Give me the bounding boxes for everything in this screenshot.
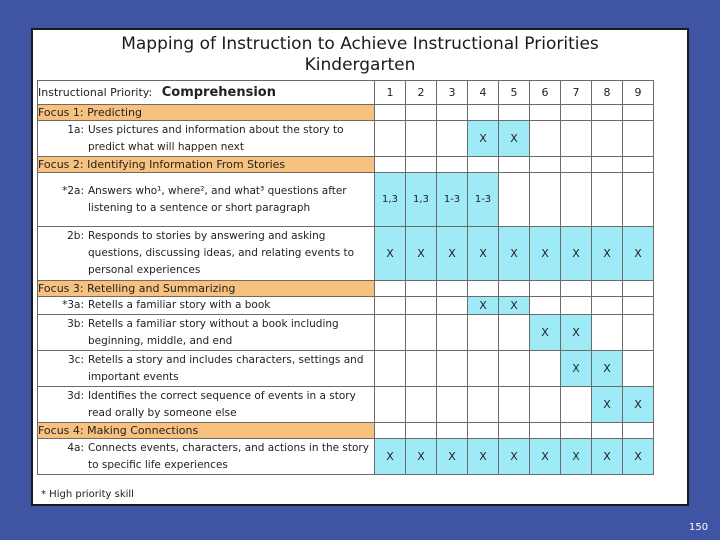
item-description bbox=[38, 351, 375, 387]
grid-cell bbox=[623, 157, 654, 173]
grid-cell bbox=[437, 297, 468, 315]
mark-cell: X bbox=[375, 439, 406, 475]
item-description bbox=[38, 297, 375, 315]
chart-sheet bbox=[31, 28, 689, 506]
item-code: 3b: bbox=[67, 317, 84, 330]
grid-cell bbox=[592, 121, 623, 157]
focus-row bbox=[38, 157, 654, 173]
table-row bbox=[38, 439, 654, 475]
grid-cell bbox=[530, 351, 561, 387]
focus-row bbox=[38, 281, 654, 297]
mark-cell: X bbox=[623, 439, 654, 475]
grid-cell bbox=[530, 105, 561, 121]
mark-cell: X bbox=[530, 439, 561, 475]
focus-heading: Focus 4: Making Connections bbox=[38, 423, 375, 439]
grid-cell bbox=[468, 423, 499, 439]
grid-cell bbox=[468, 315, 499, 351]
grid-cell bbox=[561, 423, 592, 439]
grid-cell bbox=[561, 121, 592, 157]
mark-cell: X bbox=[468, 121, 499, 157]
focus-row bbox=[38, 423, 654, 439]
grid-cell bbox=[375, 423, 406, 439]
item-code: 3d: bbox=[67, 389, 84, 402]
grid-cell bbox=[437, 423, 468, 439]
item-description bbox=[38, 315, 375, 351]
column-header: 6 bbox=[530, 81, 561, 105]
grid-cell bbox=[468, 387, 499, 423]
grid-cell bbox=[437, 387, 468, 423]
item-text: Identifies the correct sequence of events in a story read orally by someone else bbox=[88, 389, 356, 419]
mark-cell: 1,3 bbox=[406, 173, 437, 227]
column-header: 9 bbox=[623, 81, 654, 105]
grid-cell bbox=[530, 281, 561, 297]
item-description bbox=[38, 439, 375, 475]
mark-cell: X bbox=[406, 439, 437, 475]
mark-cell: X bbox=[530, 315, 561, 351]
grid-cell bbox=[530, 387, 561, 423]
grid-cell bbox=[561, 105, 592, 121]
grid-cell bbox=[592, 157, 623, 173]
grid-cell bbox=[406, 281, 437, 297]
mark-cell: 1-3 bbox=[468, 173, 499, 227]
column-header: 8 bbox=[592, 81, 623, 105]
grid-cell bbox=[375, 157, 406, 173]
table-row bbox=[38, 121, 654, 157]
table-row bbox=[38, 173, 654, 227]
mark-cell: X bbox=[623, 227, 654, 281]
mark-cell: X bbox=[468, 227, 499, 281]
grid-cell bbox=[375, 315, 406, 351]
item-text: Responds to stories by answering and asking questions, discussing ideas, and relating events to personal experiences bbox=[88, 230, 355, 276]
grid-cell bbox=[437, 315, 468, 351]
item-text: Uses pictures and information about the story to predict what will happen next bbox=[88, 123, 344, 153]
grid-cell bbox=[623, 281, 654, 297]
grid-cell bbox=[530, 423, 561, 439]
grid-cell bbox=[623, 297, 654, 315]
item-text: Answers who¹, where², and what³ questions after listening to a sentence or short paragraph bbox=[88, 184, 347, 214]
table-row bbox=[38, 351, 654, 387]
grid-cell bbox=[406, 387, 437, 423]
mark-cell: 1-3 bbox=[437, 173, 468, 227]
mark-cell: X bbox=[592, 439, 623, 475]
grid-cell bbox=[437, 105, 468, 121]
grid-cell bbox=[499, 423, 530, 439]
grid-cell bbox=[499, 351, 530, 387]
page-subtitle: Kindergarten bbox=[304, 55, 416, 75]
column-header: 5 bbox=[499, 81, 530, 105]
mark-cell: X bbox=[530, 227, 561, 281]
grid-cell bbox=[623, 173, 654, 227]
mark-cell: X bbox=[437, 439, 468, 475]
priority-value: Comprehension bbox=[161, 85, 276, 100]
item-code: *2a: bbox=[62, 184, 84, 197]
mapping-table bbox=[37, 80, 654, 475]
item-text: Retells a story and includes characters, settings and important events bbox=[88, 353, 364, 383]
page-title: Mapping of Instruction to Achieve Instructional Priorities bbox=[121, 34, 599, 54]
grid-cell bbox=[375, 297, 406, 315]
grid-cell bbox=[437, 351, 468, 387]
grid-cell bbox=[561, 387, 592, 423]
grid-cell bbox=[406, 121, 437, 157]
grid-cell bbox=[468, 157, 499, 173]
grid-cell bbox=[406, 157, 437, 173]
grid-cell bbox=[530, 297, 561, 315]
header-row bbox=[38, 81, 654, 105]
item-text: Retells a familiar story without a book including beginning, middle, and end bbox=[88, 317, 339, 347]
grid-cell bbox=[437, 121, 468, 157]
grid-cell bbox=[375, 105, 406, 121]
grid-cell bbox=[437, 281, 468, 297]
item-description bbox=[38, 227, 375, 281]
footnote: * High priority skill bbox=[41, 489, 134, 500]
mark-cell: X bbox=[561, 439, 592, 475]
grid-cell bbox=[623, 423, 654, 439]
table-row bbox=[38, 315, 654, 351]
item-text: Retells a familiar story with a book bbox=[88, 299, 271, 311]
mark-cell: X bbox=[468, 439, 499, 475]
grid-cell bbox=[375, 281, 406, 297]
grid-cell bbox=[468, 105, 499, 121]
mark-cell: X bbox=[592, 351, 623, 387]
focus-heading: Focus 1: Predicting bbox=[38, 105, 375, 121]
mark-cell: X bbox=[561, 227, 592, 281]
grid-cell bbox=[623, 315, 654, 351]
grid-cell bbox=[406, 297, 437, 315]
mark-cell: X bbox=[468, 297, 499, 315]
grid-cell bbox=[437, 157, 468, 173]
grid-cell bbox=[592, 315, 623, 351]
grid-cell bbox=[499, 387, 530, 423]
grid-cell bbox=[375, 387, 406, 423]
mark-cell: X bbox=[561, 315, 592, 351]
item-code: 3c: bbox=[68, 353, 84, 366]
mark-cell: X bbox=[437, 227, 468, 281]
grid-cell bbox=[530, 157, 561, 173]
mark-cell: X bbox=[375, 227, 406, 281]
table-row bbox=[38, 387, 654, 423]
grid-cell bbox=[499, 173, 530, 227]
focus-heading: Focus 3: Retelling and Summarizing bbox=[38, 281, 375, 297]
grid-cell bbox=[375, 351, 406, 387]
item-code: 4a: bbox=[67, 441, 84, 454]
grid-cell bbox=[623, 105, 654, 121]
grid-cell bbox=[406, 105, 437, 121]
grid-cell bbox=[375, 121, 406, 157]
item-text: Connects events, characters, and actions in the story to specific life experiences bbox=[88, 441, 369, 471]
grid-cell bbox=[561, 281, 592, 297]
mark-cell: X bbox=[499, 227, 530, 281]
item-description bbox=[38, 387, 375, 423]
grid-cell bbox=[592, 105, 623, 121]
mark-cell: 1,3 bbox=[375, 173, 406, 227]
focus-row bbox=[38, 105, 654, 121]
grid-cell bbox=[499, 157, 530, 173]
grid-cell bbox=[468, 351, 499, 387]
grid-cell bbox=[592, 297, 623, 315]
mark-cell: X bbox=[592, 387, 623, 423]
grid-cell bbox=[406, 423, 437, 439]
grid-cell bbox=[623, 121, 654, 157]
grid-cell bbox=[499, 105, 530, 121]
column-header: 7 bbox=[561, 81, 592, 105]
table-row bbox=[38, 227, 654, 281]
column-header: 3 bbox=[437, 81, 468, 105]
grid-cell bbox=[499, 281, 530, 297]
grid-cell bbox=[561, 173, 592, 227]
grid-cell bbox=[623, 351, 654, 387]
item-code: 1a: bbox=[67, 123, 84, 136]
mark-cell: X bbox=[406, 227, 437, 281]
grid-cell bbox=[499, 315, 530, 351]
column-header: 4 bbox=[468, 81, 499, 105]
grid-cell bbox=[530, 121, 561, 157]
mark-cell: X bbox=[499, 121, 530, 157]
grid-cell bbox=[530, 173, 561, 227]
grid-cell bbox=[561, 297, 592, 315]
column-header: 2 bbox=[406, 81, 437, 105]
mark-cell: X bbox=[623, 387, 654, 423]
priority-header bbox=[38, 81, 375, 105]
item-code: 2b: bbox=[67, 230, 84, 242]
grid-cell bbox=[468, 281, 499, 297]
mark-cell: X bbox=[592, 227, 623, 281]
item-code: *3a: bbox=[62, 299, 84, 311]
grid-cell bbox=[406, 315, 437, 351]
item-description bbox=[38, 173, 375, 227]
item-description bbox=[38, 121, 375, 157]
mark-cell: X bbox=[561, 351, 592, 387]
mark-cell: X bbox=[499, 439, 530, 475]
priority-label: Instructional Priority: bbox=[38, 86, 153, 99]
column-header: 1 bbox=[375, 81, 406, 105]
page-number: 150 bbox=[689, 522, 709, 533]
grid-cell bbox=[592, 281, 623, 297]
table-row bbox=[38, 297, 654, 315]
grid-cell bbox=[406, 351, 437, 387]
grid-cell bbox=[592, 173, 623, 227]
grid-cell bbox=[561, 157, 592, 173]
mark-cell: X bbox=[499, 297, 530, 315]
focus-heading: Focus 2: Identifying Information From Stories bbox=[38, 157, 375, 173]
grid-cell bbox=[592, 423, 623, 439]
